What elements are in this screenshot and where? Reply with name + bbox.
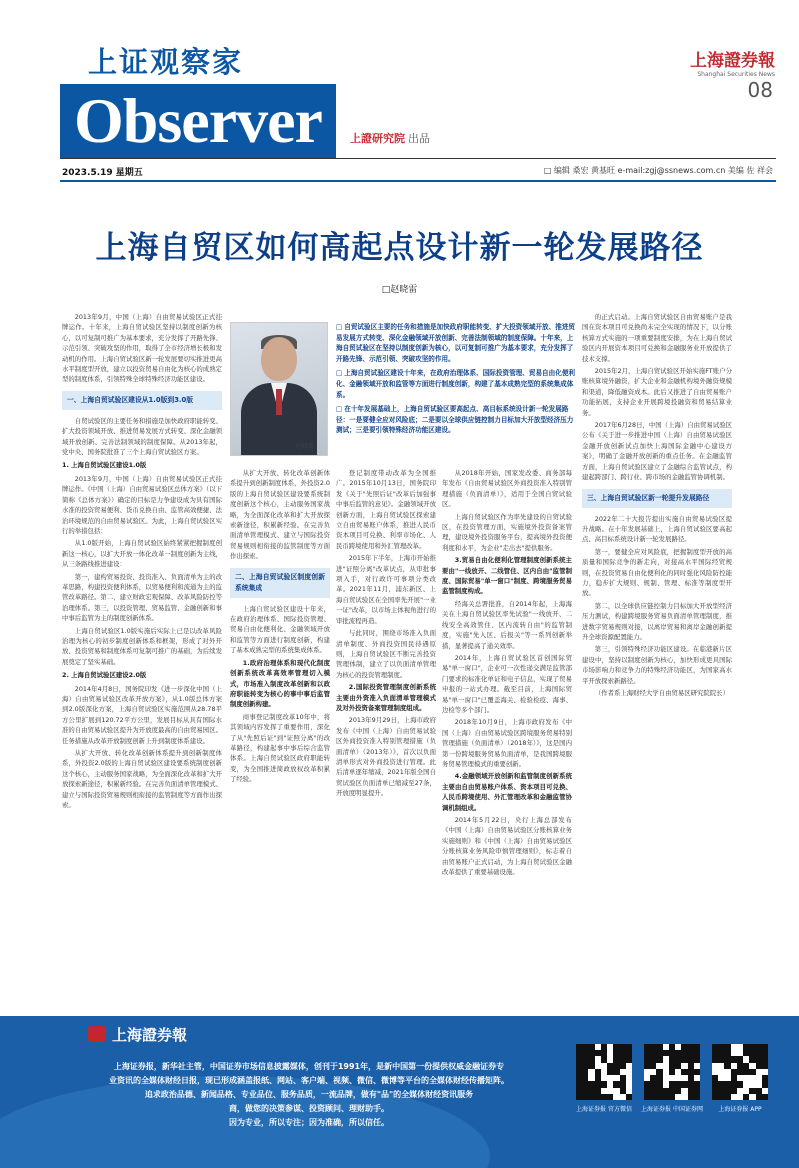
promo-line: 上海证券报，新华社主管，中国证券市场信息披露媒体，创刊于1991年，是新中国第一份提供权威金融证券专 <box>113 1062 505 1071</box>
body-paragraph: 从扩大开放、转化改革创新体系提升到创新制度体系，外投资2.0版的上海自贸试验区建设要系统制度创新这个核心，主动服务国家战略，为全面深化改革和扩大开放探索新途径，积累新经验。在完善负面清单管理模式、建立与国际投资贸易规则相衔接的监管制度等方面作出探索。 <box>62 749 222 810</box>
paper-logo-icon <box>88 1026 106 1042</box>
qr-label: 上海证券报 官方微信 <box>576 1106 632 1113</box>
masthead-rule <box>60 158 776 159</box>
paper-logo <box>690 46 775 78</box>
section-heading-1: 一、上海自贸试验区建设从1.0版到3.0版 <box>62 391 222 410</box>
body-paragraph: 自贸试验区的主要任务和措施是加快政府职能转变、扩大投资领域开放、推进贸易发展方式转变、深化金融领域开放创新、完善法制领域的制度保障。从2013年起，党中央、国务院批准了三个上海自贸试验区方案。 <box>62 416 222 457</box>
body-paragraph: 第三，引领特殊经济功能区建设。在临港新片区建设中，坚持以制度创新为核心，加快形成更具国际市场影响力和竞争力的特殊经济功能区，为国家高水平开放探索新路径。 <box>582 645 732 685</box>
qr-label: 上海证券报 中国证券网 <box>641 1106 703 1113</box>
institute-brand: 上證研究院 <box>350 132 405 145</box>
body-paragraph: 3.贸易自由化便利化管理制度创新系统主要由"一线放开、二线管住、区内自由"监管制度、国际贸易"单一窗口"制度、跨境服务贸易监管制度构成。 <box>442 556 572 596</box>
body-paragraph: 2.国际投资管理制度创新系统主要由外资准入负面清单管理模式及对外投资备案管理制度组成。 <box>336 683 436 712</box>
body-paragraph: 的正式启动。上海自贸试验区自由贸易账户是我国在资本项目可兑换尚未完全实现的情况下，以分账核算方式实施的一项重要制度安排，为在上海自贸试验区内开展资本项目可兑换和金融服务业开放提供了技术支撑。 <box>582 313 732 363</box>
institute-suffix: 出品 <box>408 132 430 145</box>
article-column-2 <box>230 468 330 1002</box>
body-paragraph: 商事登记制度改革10年中，将其领域内容发挥了重要作用，深化了从"先照后证"到"证照分离"的改革路径，构建起事中事后综合监管体系。上海自贸试验区政府职能转变，为全国推进简政放权改革积累了经验。 <box>230 712 330 784</box>
minor-heading: 1. 上海自贸试验区建设1.0版 <box>62 461 147 470</box>
body-paragraph: 2013年9月29日，上海市政府发布《中国（上海）自由贸易试验区外商投资准入特别管理措施（负面清单）（2013年）》，首次以负面清单形式对外商投资进行管理。此后清单逐年缩减，2021年版全国自贸试验区负面清单已缩减至27条，开放度明显提升。 <box>336 716 436 798</box>
section-heading-2: 二、上海自贸试验区制度创新系统集成 <box>230 568 330 598</box>
body-paragraph: 2014年5月22日，央行上海总部发布《中国（上海）自由贸易试验区分账核算业务实施细则》和《中国（上海）自由贸易试验区分账核算业务风险审慎管理细则》，标志着自由贸易账户正式启动，为上海自贸试验区金融改革提供了重要基础设施。 <box>442 816 572 877</box>
author-note: （作者系上海财经大学自由贸易区研究院院长） <box>594 689 729 697</box>
minor-heading: 2. 上海自贸试验区建设2.0版 <box>62 671 147 680</box>
qr-code-icon[interactable] <box>644 1044 700 1100</box>
section-heading-3: 三、上海自贸试验区新一轮提升发展路径 <box>582 489 732 508</box>
body-paragraph: 2015年2月，上海自贸试验区开始实施FT账户分账核算境外融资，扩大企业和金融机构境外融资规模和渠道，降低融资成本。此后又推进了自由贸易账户功能拓展，支持企业开展跨境投融资和贸易结算业务。 <box>582 367 732 417</box>
intro-paragraph: 2013年9月，中国（上海）自由贸易试验区正式挂牌运作。十年来，上海自贸试验区坚持以制度创新为核心，以可复制可推广为基本要求，充分发挥了开路先锋、示范引领、突破攻坚的作用，取得了全市经济增长极和发动机的作用。上海自贸试验区新一轮发展要切实推进更高水平制度型开放，建立以投资贸易自由化为核心的成熟定型的制度体系，引领特殊全球特殊经济功能区建设。 <box>62 313 222 384</box>
promo-line: 商，做您的决策参谋、投资顾问、理财助手。 <box>229 1104 389 1113</box>
article-byline: □赵晓雷 <box>381 285 418 295</box>
paper-name-en: Shanghai Securities News <box>697 71 775 78</box>
page-number: 08 <box>747 78 773 102</box>
body-paragraph: 4.金融领域开放创新和监管制度创新系统主要由自由贸易账户体系、资本项目可兑换、人民币跨境使用、外汇管理改革和金融监管协调机制组成。 <box>442 772 572 812</box>
body-paragraph: 与此同时，围绕市场准入负面清单制度、外商投资国民待遇原则，上海自贸试验区不断完善投资管理体制，建立了以负面清单管理为核心的投资管理制度。 <box>336 629 436 679</box>
institute-credit <box>350 130 430 146</box>
body-paragraph: 2015年下半年，上海市开始推进"证照分离"改革试点，从审批事项入手，对行政许可事项分类改革。2021年11月，浦东新区、上海自贸试验区在全国率先开展"一业一证"改革，以市场主体视角进行的审批流程再造。 <box>336 554 436 625</box>
body-paragraph: 上海自贸试验区作为率先建设的自贸试验区，在投资管理方面，实施境外投资备案管理，建设境外投资服务平台，提高境外投资便利度和水平，为企业"走出去"提供服务。 <box>442 512 572 552</box>
article-headline: 上海自贸区如何高起点设计新一轮发展路径 <box>95 230 704 266</box>
footer-promo-text <box>74 1060 544 1130</box>
body-paragraph: 2013年9月，中国（上海）自由贸易试验区正式挂牌运作。《中国（上海）自由贸易试验区总体方案》（以下简称《总体方案》）确定的目标是力争建设成为具有国际水准的投资贸易便利、货币兑换自由、监管高效便捷、法治环境规范的自由贸易试验区。为此，上海自贸试验区实行的举措包括： <box>62 474 222 535</box>
photo-caption: 赵晓雷 <box>296 443 315 450</box>
body-paragraph: 2017年6月28日，中国（上海）自由贸易试验区公布《关于进一步推进中国（上海）自由贸易试验区金融开放创新试点加快上海国际金融中心建设方案》，明确了金融开放创新的重点任务。在金融监管方面，上海自贸试验区建立了金融综合监管试点，构建起跨部门、跨行业、跨市场的金融监管协调机制。 <box>582 421 732 482</box>
body-paragraph: 从1.0版开始，上海自贸试验区始终紧紧把握制度创新这一核心，以扩大开放一体化改革一制度创新为主线，从三条路线推进建设： <box>62 539 222 569</box>
observer-wordmark: Observer <box>60 84 336 158</box>
body-paragraph: 上海自贸试验区1.0版实施后实际上已是以改革风险治理为核心的初步制度创新体系和框架，形成了对外开放、投资贸易和制度体系可复制可推广的基础，为后续发展奠定了坚实基础。 <box>62 626 222 666</box>
body-paragraph: 从扩大开放、转化改革创新体系提升到创新制度体系，外投资2.0版的上海自贸试验区建设要系统制度创新这个核心，主动服务国家战略，为全面深化改革和扩大开放探索新途径，积累新经验。在完善负面清单管理模式、建立与国际投资贸易规则相衔接的监管制度等方面作出探索。 <box>230 469 330 561</box>
pull-quote: □ 自贸试验区主要的任务和措施是加快政府职能转变、扩大投资领域开放、推进贸易发展方式转变、深化金融领域开放创新、完善法制领域的制度保障。十年来，上海自贸试验区在坚持以制度创新为核心，以可复制可推广为基本要求，充分发挥了开路先锋、示范引领、突破攻坚的作用。 <box>336 322 576 364</box>
author-photo <box>230 322 328 456</box>
paper-name: 上海證券報 <box>690 51 775 71</box>
promo-line: 业资讯的全媒体财经日报，现已形成涵盖报纸、网站、客户端、视频、微信、微博等平台的全媒体财经传播矩阵。 <box>109 1076 509 1085</box>
body-paragraph: 2014年，上海自贸试验区首创国际贸易"单一窗口"，企业可一次性递交满足监管部门要求的标准化单证和电子信息，实现了贸易申报的一站式办理。截至目前，上海国际贸易"单一窗口"已覆盖海关、检验检疫、海事、边检等多个部门。 <box>442 653 572 714</box>
article-column-1 <box>62 312 222 1002</box>
body-paragraph: 第一，要健全应对风险底，把握制度型开放的高质量和国际竞争的新走向，对接高水平国际经贸规则，在投资贸易自由化便利化的同时强化风险防控能力，稳步扩大规则、规制、管理、标准等制度型开放。 <box>582 547 732 598</box>
body-paragraph: 从2018年开始，国家发改委、商务部每年发布《自由贸易试验区外商投资准入特别管理措施（负面清单）》，适用于全国自贸试验区。 <box>442 469 572 509</box>
editors-credit: □ 编辑 桑宏 黄基旺 e-mail:zgj@ssnews.com.cn 美编 佐 祥会 <box>543 166 773 175</box>
qr-code-icon[interactable] <box>712 1044 768 1100</box>
issue-date: 2023.5.19 星期五 <box>62 168 143 178</box>
body-paragraph: 经海关总署批准，自2014年起，上海海关在上海自贸试验区率先试验"一线放开、二线安全高效管住、区内流转自由"的监管制度，实施"先入区、后报关"等一系列创新举措，显著提高了通关效率。 <box>442 599 572 650</box>
header-divider <box>60 180 776 182</box>
body-paragraph: 2022年二十大报告提出实施自由贸易试验区提升战略。在十年发展基础上，上海自贸试验区要高起点、高目标系统设计新一轮发展路径。 <box>582 514 732 544</box>
qr-label: 上海证券报 APP <box>718 1106 762 1113</box>
article-column-5 <box>582 312 732 1002</box>
body-paragraph: 第一，建构贸易投资、投资准入、负面清单为主的改革思路，构建投资便利体系，以贸易便利和流通为主的监管改革路径。第二，建立财政宏观保障、改革风险防控等治理体系。第三，以投资管理、贸易监管、金融创新和事中事后监管为主的制度创新体系。 <box>62 572 222 623</box>
body-paragraph: 上海自贸试验区建设十年来，在政府治理体系、国际投资管理、贸易自由化便利化、金融领域开放和监管等方面进行制度创新，构建了基本成熟完型的系统集成体系。 <box>230 604 330 655</box>
article-column-3 <box>336 468 436 1002</box>
qr-code-icon[interactable] <box>576 1044 632 1100</box>
pull-quote: □ 在十年发展基础上，上海自贸试验区要高起点、高目标系统设计新一轮发展路径：一是要健全应对风险底；二是要以全球供应链控制力目标加大开放型经济压力测试；三是要引领特殊经济功能区建设。 <box>336 404 576 436</box>
promo-line: 因为专业，所以专注；因为准确，所以信任。 <box>229 1118 389 1127</box>
article-column-4 <box>442 468 572 1002</box>
footer-banner <box>0 1016 799 1168</box>
body-paragraph: 1.政府治理体系和现代化制度创新系统改革高效率管理切入模式，市场准入制度改革创新和以政府职能转变为核心的事中事后监管制度创新构建。 <box>230 658 330 709</box>
pull-quote: □ 上海自贸试验区建设十年来，在政府治理体系、国际投资管理、贸易自由化便利化、金融领域开放和监管等方面进行制度创新，构建了基本成熟完型的系统集成体系。 <box>336 368 576 400</box>
body-paragraph: 第二，以全球供应链控制力目标加大开放型经济压力测试，构建跨境服务贸易负面清单管理制度，推进数字贸易规则对接，以离岸贸易和离岸金融创新提升全球资源配置能力。 <box>582 601 732 641</box>
section-title: 上证观察家 <box>88 45 244 79</box>
pull-quote-box <box>336 322 576 440</box>
body-paragraph: 2014年4月8日，国务院印发《进一步深化中国（上海）自由贸易试验区改革开放方案》，从1.0版总体方案到2.0版深化方案，上海自贸试验区实施范围从28.78平方公里扩展到120.72平方公里，发展目标从具有国际水准的自由贸易试验区提升为开放度最高的自由贸易园区。任务措施从改革开放制度创新上升到制度体系建设。 <box>62 684 222 745</box>
footer-brand: 上海證券報 <box>112 1026 188 1044</box>
body-paragraph: 登记制度带动改革为全国推广。2015年10月13日，国务院印发《关于"先照后证"改革后加强事中事后监管的意见》。金融领域开放创新方面，上海自贸试验区探索建立自由贸易账户体系，推进人民币资本项目可兑换、利率市场化、人民币跨境使用和外汇管理改革。 <box>336 469 436 550</box>
body-paragraph: 2018年10月9日，上海市政府发布《中国（上海）自由贸易试验区跨境服务贸易特别管理措施（负面清单）（2018年）》，这是国内第一份跨境服务贸易负面清单，是我国跨境服务贸易管理模式的重要创新。 <box>442 718 572 768</box>
promo-line: 追求政治品德、新闻品格、专业品位、服务品质，一流品牌，做有"品"的全媒体财经资讯服务 <box>144 1090 474 1099</box>
